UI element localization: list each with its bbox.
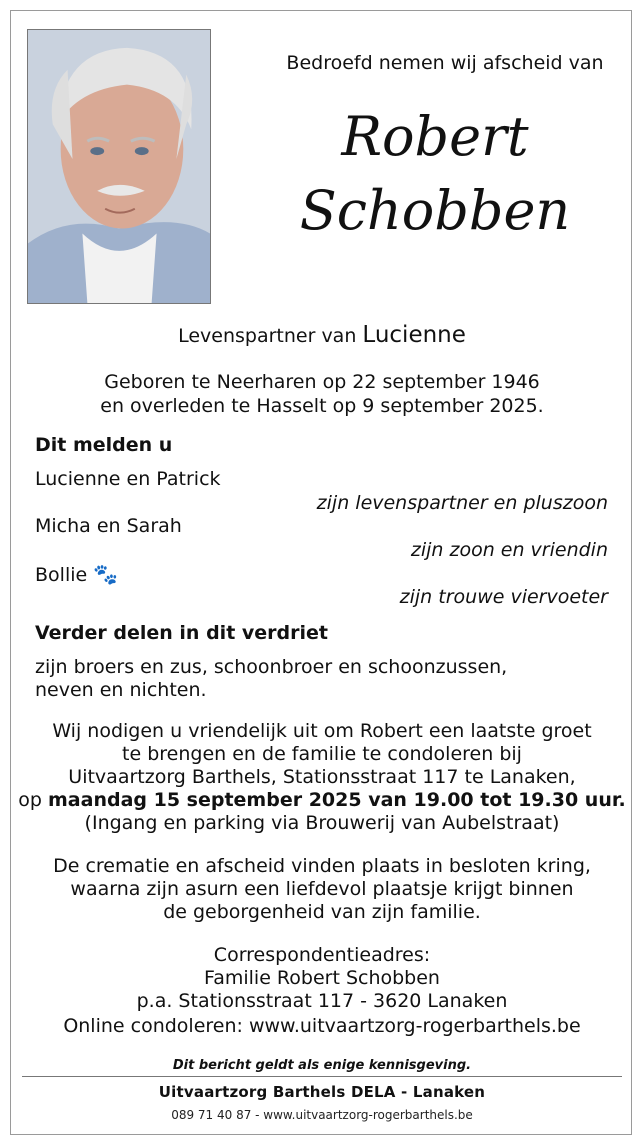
partner-prefix: Levenspartner van [178, 325, 357, 347]
announcer-relation-3: zijn trouwe viervoeter [399, 586, 608, 608]
sharing-heading: Verder delen in dit verdriet [35, 622, 328, 644]
portrait-photo [27, 29, 211, 304]
deceased-name [270, 100, 600, 248]
cremation-line-3: de geborgenheid van zijn familie. [163, 901, 481, 923]
sharing-line-1: zijn broers en zus, schoonbroer en schoonzussen, [35, 656, 508, 678]
pet-name: Bollie [35, 564, 88, 586]
invitation-line-3: Uitvaartzorg Barthels, Stationsstraat 117 te Lanaken, [68, 766, 576, 788]
last-name: Schobben [299, 179, 571, 242]
birth-death-info [0, 370, 644, 418]
announcer-relation-2: zijn zoon en vriendin [410, 539, 608, 561]
sharing-line-2: neven en nichten. [35, 679, 207, 701]
announcers-heading: Dit melden u [35, 434, 173, 456]
announcer-names-3 [35, 562, 118, 586]
partner-name: Lucienne [362, 322, 466, 348]
partner-line [0, 322, 644, 348]
correspondence-name: Familie Robert Schobben [204, 967, 440, 989]
correspondence-label: Correspondentieadres: [213, 944, 431, 966]
invitation-line-4-prefix: op [18, 789, 42, 811]
correspondence-block [0, 944, 644, 1038]
funeral-company: Uitvaartzorg Barthels DELA - Lanaken [158, 1083, 486, 1101]
death-line: en overleden te Hasselt op 9 september 2025. [100, 395, 544, 417]
first-name: Robert [341, 105, 529, 168]
invitation-line-4 [0, 789, 644, 812]
paw-icon: 🐾 [93, 562, 119, 586]
online-condolence: Online condoleren: www.uitvaartzorg-rogerbarthels.be [63, 1015, 581, 1037]
intro-text: Bedroefd nemen wij afscheid van [286, 52, 604, 74]
cremation-line-1: De crematie en afscheid vinden plaats in besloten kring, [53, 855, 591, 877]
footer-divider [22, 1076, 622, 1077]
announcer-relation-1: zijn levenspartner en pluszoon [316, 492, 608, 514]
announcer-names-2: Micha en Sarah [35, 515, 182, 537]
invitation-text [0, 720, 644, 835]
invitation-line-5: (Ingang en parking via Brouwerij van Aubelstraat) [84, 812, 560, 834]
cremation-line-2: waarna zijn asurn een liefdevol plaatsje krijgt binnen [70, 878, 574, 900]
cremation-text [0, 855, 644, 924]
correspondence-address: p.a. Stationsstraat 117 - 3620 Lanaken [136, 990, 508, 1012]
announcer-names-1: Lucienne en Patrick [35, 468, 221, 490]
invitation-line-1: Wij nodigen u vriendelijk uit om Robert een laatste groet [52, 720, 592, 742]
sharing-text [35, 656, 507, 702]
invitation-line-2: te brengen en de familie te condoleren bij [122, 743, 522, 765]
birth-line: Geboren te Neerharen op 22 september 1946 [104, 371, 540, 393]
funeral-contact: 089 71 40 87 - www.uitvaartzorg-rogerbarthels.be [171, 1108, 473, 1122]
invitation-date-time: maandag 15 september 2025 van 19.00 tot 19.30 uur. [48, 789, 626, 811]
notice-text: Dit bericht geldt als enige kennisgeving. [172, 1058, 472, 1073]
